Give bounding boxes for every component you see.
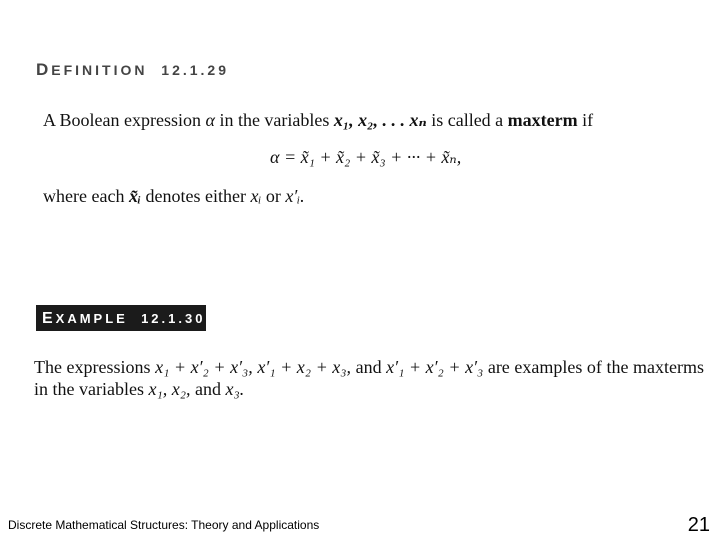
maxterm-term: maxterm <box>507 110 578 130</box>
example-heading-word: XAMPLE <box>55 311 128 326</box>
example-statement <box>34 356 704 400</box>
definition-statement <box>43 108 703 132</box>
example-expression-1: x₁ + x′₂ + x′₃, <box>155 357 253 377</box>
where-text-1: where each <box>43 186 125 206</box>
footer-book-title: Discrete Mathematical Structures: Theory and Applications <box>8 518 320 532</box>
example-text-3: are examples of the maxterms in the variables <box>34 357 704 399</box>
definition-text-2: in the variables <box>219 110 330 130</box>
xi-tilde-symbol: x̃ᵢ <box>128 186 142 206</box>
example-text-1: The expressions <box>34 357 151 377</box>
variable-list: x₁, x₂, . . . xₙ <box>333 110 427 130</box>
definition-heading-word: EFINITION <box>51 62 148 78</box>
xi-prime-symbol: x′ᵢ. <box>285 186 305 206</box>
maxterm-formula: α = x̃₁ + x̃₂ + x̃₃ + ··· + x̃ₙ, <box>270 147 462 167</box>
example-text-4: and <box>194 379 221 399</box>
example-number: 12.1.30 <box>141 311 206 326</box>
definition-text-3: is called a <box>431 110 504 130</box>
definition-heading-initial: D <box>36 60 52 79</box>
example-expression-3: x′₁ + x′₂ + x′₃ <box>386 357 484 377</box>
example-variable-last: x₃. <box>225 379 245 399</box>
example-text-2: and <box>355 357 382 377</box>
where-text-2: denotes either <box>145 186 246 206</box>
definition-text-4: if <box>582 110 594 130</box>
example-heading-initial: E <box>42 310 56 327</box>
alpha-symbol: α <box>205 110 215 130</box>
where-text-3: or <box>265 186 281 206</box>
page-number: 21 <box>687 514 710 536</box>
xi-symbol: xᵢ <box>250 186 262 206</box>
definition-where-clause <box>43 184 703 208</box>
example-variables: x₁, x₂, <box>148 379 191 399</box>
definition-heading <box>36 60 229 80</box>
example-heading <box>36 305 206 331</box>
example-expression-2: x′₁ + x₂ + x₃, <box>257 357 352 377</box>
definition-number: 12.1.29 <box>161 62 230 78</box>
definition-text-1: A Boolean expression <box>43 110 201 130</box>
